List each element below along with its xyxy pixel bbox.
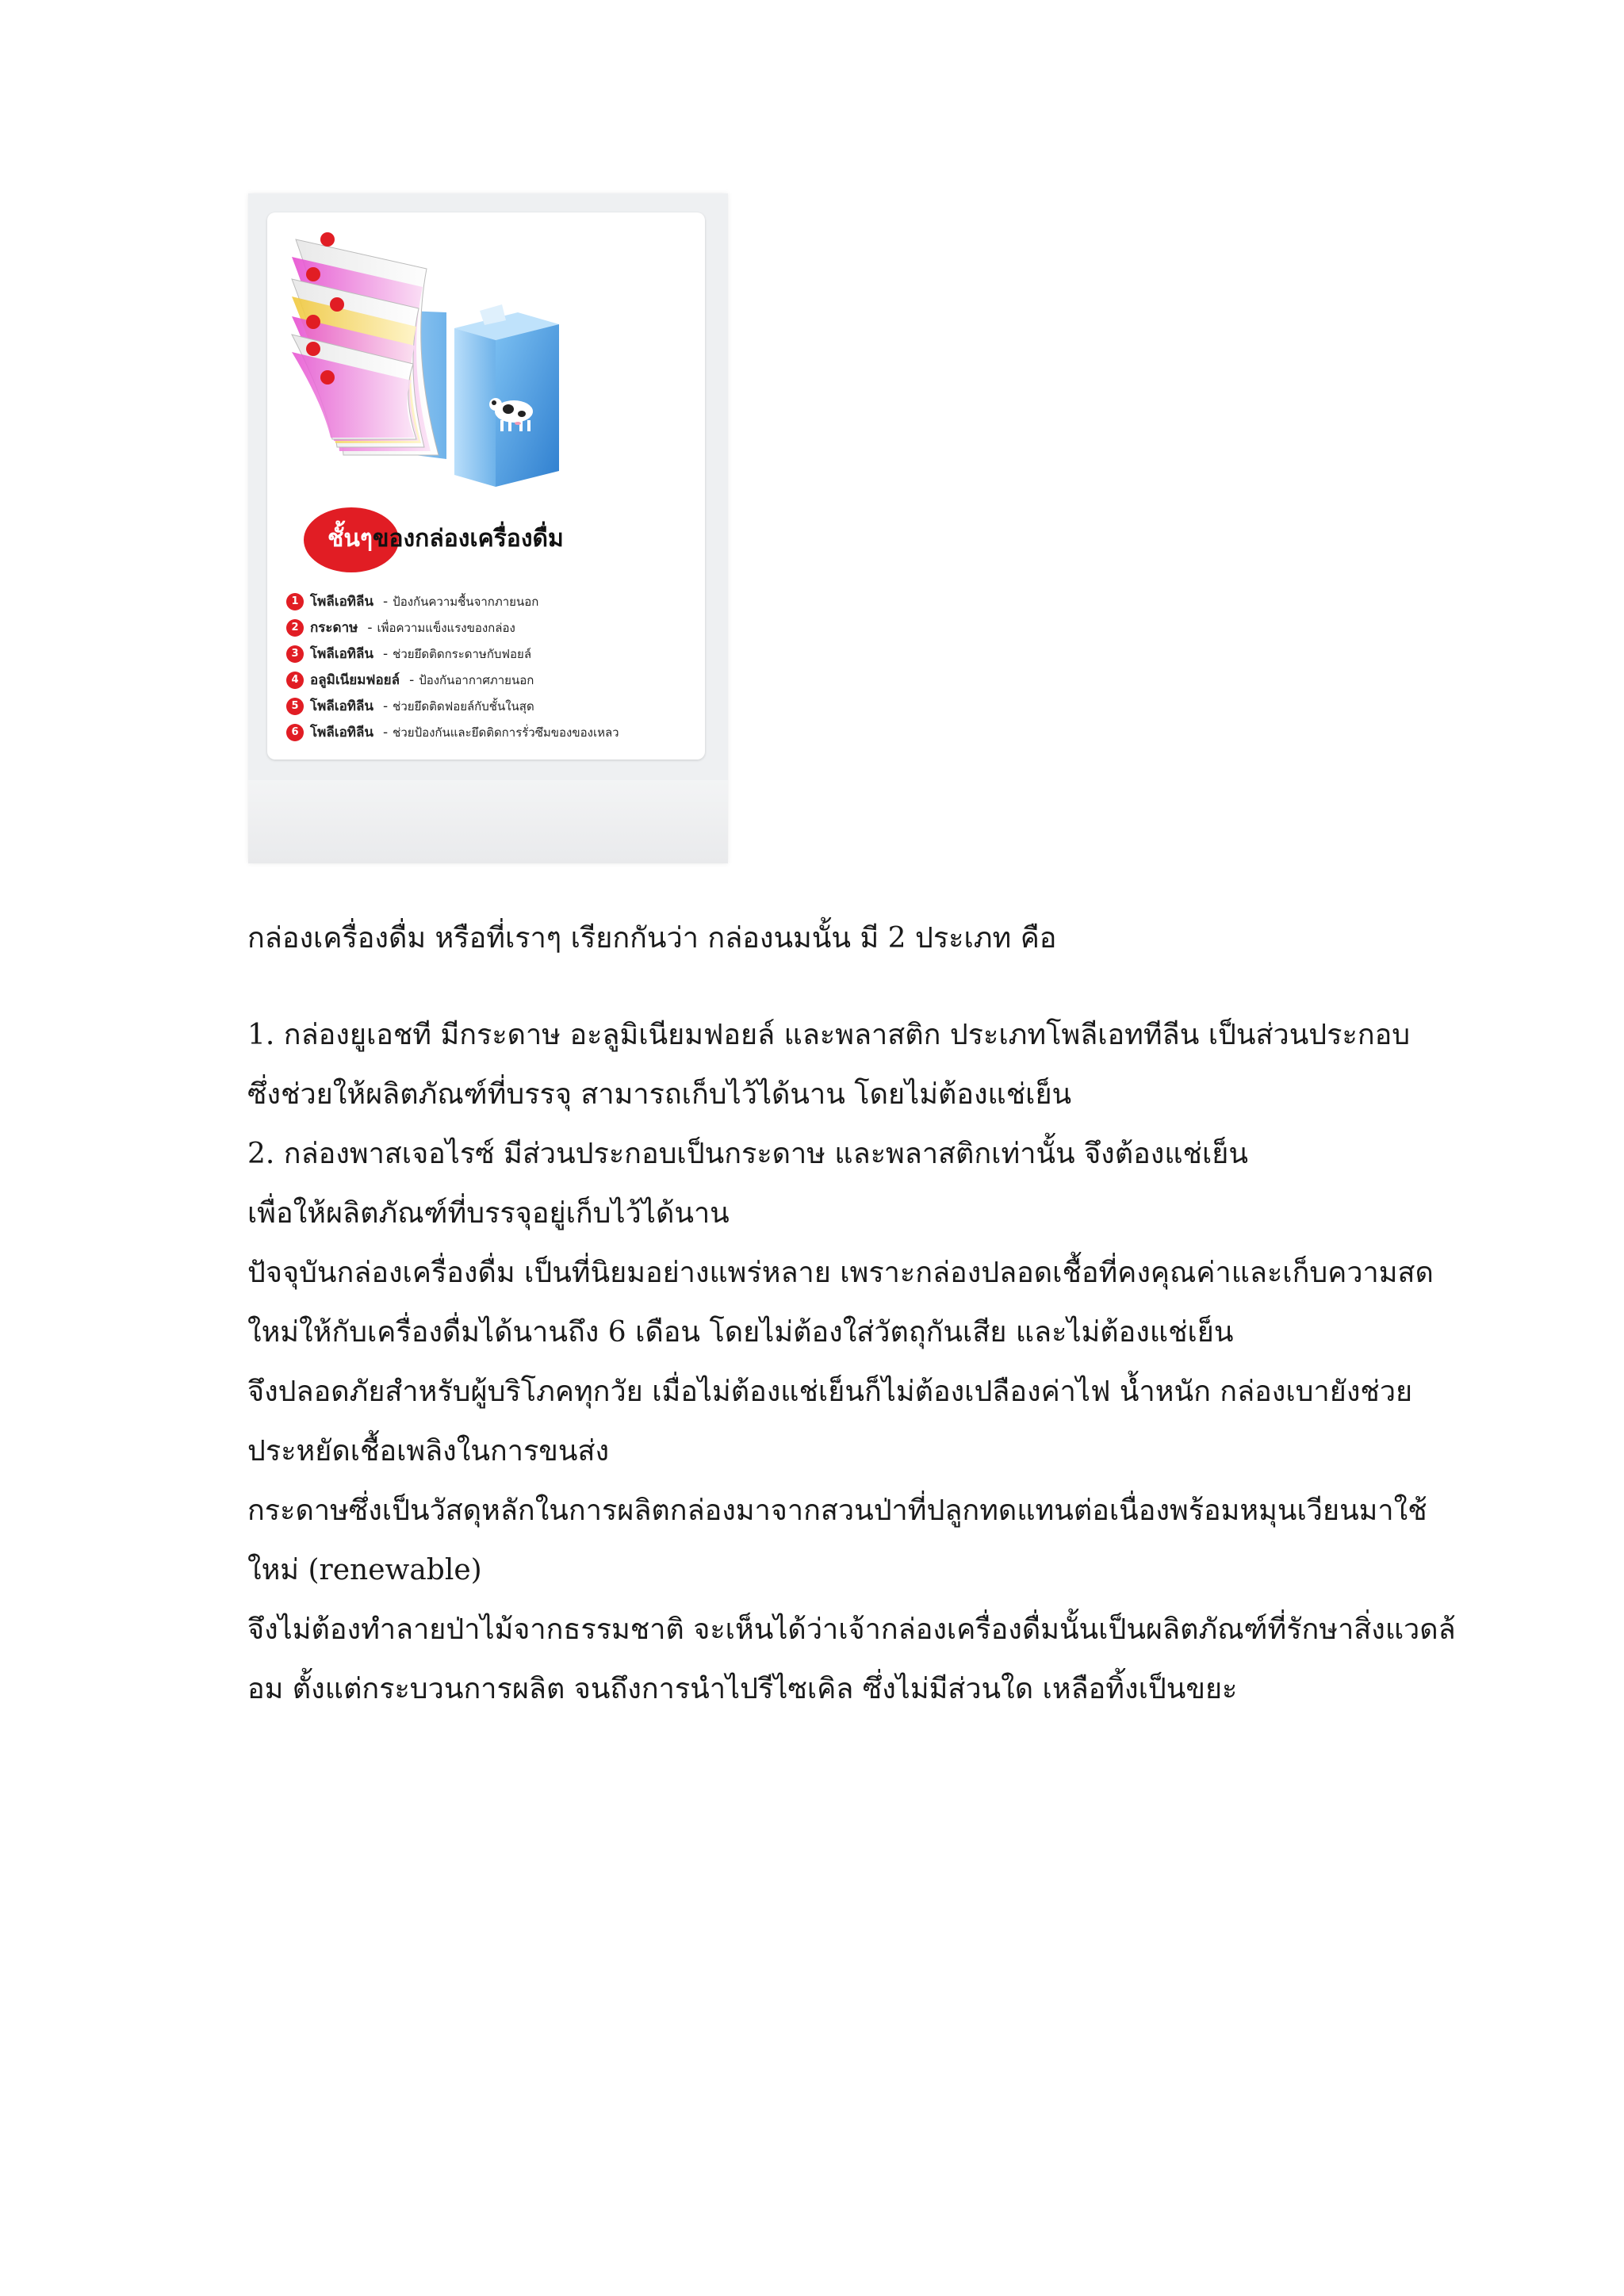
legend-material: กระดาษ: [310, 620, 358, 636]
legend-number: 5: [286, 698, 304, 715]
intro-line: กล่องเครื่องดื่ม หรือที่เราๆ เรียกกันว่า กล่องนมนั้น มี 2 ประเภท คือ: [247, 922, 1057, 955]
figure-bottom-shade: [248, 780, 728, 863]
legend-description: ป้องกันความชื้นจากภายนอก: [393, 594, 539, 609]
body-line: ประหยัดเชื้อเพลิงในการขนส่ง: [247, 1435, 610, 1468]
legend-description: ช่วยป้องกันและยึดติดการรั่วซึมของของเหลว: [393, 725, 619, 740]
layer-legend: [286, 588, 707, 745]
body-line: 2. กล่องพาสเจอไรซ์ มีส่วนประกอบเป็นกระดาษ และพลาสติกเท่านั้น จึงต้องแช่เย็น: [247, 1138, 1248, 1170]
body-line: อม ตั้งแต่กระบวนการผลิต จนถึงการนำไปรีไซเคิล ซึ่งไม่มีส่วนใด เหลือทิ้งเป็นขยะ: [247, 1673, 1238, 1705]
legend-material: อลูมิเนียมฟอยล์: [310, 672, 400, 688]
body-line: ใหม่ (renewable): [247, 1554, 482, 1586]
legend-description: เพื่อความแข็งแรงของกล่อง: [377, 620, 515, 635]
legend-item: 4 อลูมิเนียมฟอยล์ - ป้องกันอากาศภายนอก: [286, 667, 707, 693]
carton-illustration: [248, 193, 728, 511]
body-line: ปัจจุบันกล่องเครื่องดื่ม เป็นที่นิยมอย่างแพร่หลาย เพราะกล่องปลอดเชื้อที่คงคุณค่าและเก็บความสด: [247, 1257, 1434, 1289]
legend-item: 2 กระดาษ - เพื่อความแข็งแรงของกล่อง: [286, 614, 707, 641]
body-line: เพื่อให้ผลิตภัณฑ์ที่บรรจุอยู่เก็บไว้ได้นาน: [247, 1197, 730, 1230]
legend-number: 2: [286, 619, 304, 637]
legend-description: ป้องกันอากาศภายนอก: [419, 672, 534, 687]
legend-description: ช่วยยึดติดกระดาษกับฟอยล์: [393, 646, 532, 661]
figure-title-rest: ของกล่องเครื่องดื่ม: [372, 525, 564, 553]
body-line: ใหม่ให้กับเครื่องดื่มได้นานถึง 6 เดือน โดยไม่ต้องใส่วัตถุกันเสีย และไม่ต้องแช่เย็น: [247, 1316, 1234, 1349]
legend-item: 3 โพลีเอทิลีน - ช่วยยึดติดกระดาษกับฟอยล์: [286, 641, 707, 667]
carton-side: [454, 328, 496, 487]
legend-number: 3: [286, 645, 304, 663]
body-line: 1. กล่องยูเอชที มีกระดาษ อะลูมิเนียมฟอยล์ และพลาสติก ประเภทโพลีเอททีลีน เป็นส่วนประกอบ: [247, 1019, 1411, 1051]
legend-material: โพลีเอทิลีน: [310, 594, 374, 610]
intro-paragraph: [247, 909, 1405, 968]
carton-layers-figure: [248, 193, 728, 863]
figure-title: [327, 520, 700, 557]
body-line: จึงปลอดภัยสำหรับผู้บริโภคทุกวัย เมื่อไม่ต้องแช่เย็นก็ไม่ต้องเปลืองค่าไฟ น้ำหนัก กล่องเบายังช่วย: [247, 1376, 1413, 1408]
body-line: ซึ่งช่วยให้ผลิตภัณฑ์ที่บรรจุ สามารถเก็บไว้ได้นาน โดยไม่ต้องแช่เย็น: [247, 1078, 1072, 1111]
figure-title-highlight: ชั้นๆ: [327, 525, 373, 553]
legend-number: 4: [286, 672, 304, 689]
legend-material: โพลีเอทิลีน: [310, 725, 374, 740]
body-line: จึงไม่ต้องทำลายป่าไม้จากธรรมชาติ จะเห็นได้ว่าเจ้ากล่องเครื่องดื่มนั้นเป็นผลิตภัณฑ์ที่รักษาสิ่งแวดล้: [247, 1613, 1456, 1646]
body-text: [247, 1005, 1456, 1719]
legend-number: 1: [286, 593, 304, 610]
legend-item: 5 โพลีเอทิลีน - ช่วยยึดติดฟอยล์กับชั้นในสุด: [286, 693, 707, 719]
legend-description: ช่วยยึดติดฟอยล์กับชั้นในสุด: [393, 698, 534, 714]
legend-material: โพลีเอทิลีน: [310, 646, 374, 662]
body-line: กระดาษซึ่งเป็นวัสดุหลักในการผลิตกล่องมาจากสวนป่าที่ปลูกทดแทนต่อเนื่องพร้อมหมุนเวียนมาใช้: [247, 1494, 1427, 1527]
legend-item: 6 โพลีเอทิลีน - ช่วยป้องกันและยึดติดการรั่วซึมของของเหลว: [286, 719, 707, 745]
legend-item: 1 โพลีเอทิลีน - ป้องกันความชื้นจากภายนอก: [286, 588, 707, 614]
legend-material: โพลีเอทิลีน: [310, 698, 374, 714]
legend-number: 6: [286, 724, 304, 741]
